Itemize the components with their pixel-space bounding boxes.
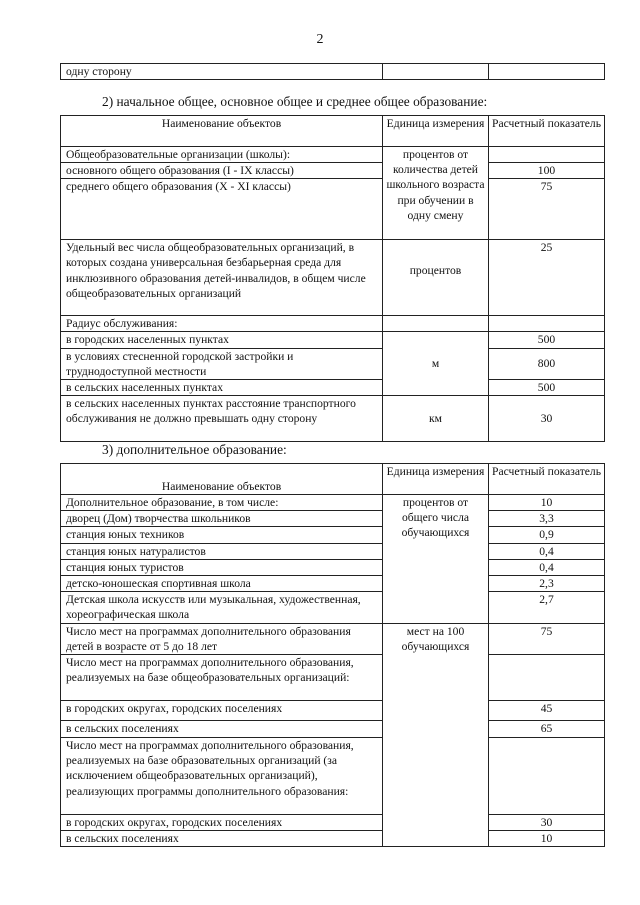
table-row: детско-юношеская спортивная школа	[61, 576, 383, 592]
row-radius: Радиус обслуживания:	[61, 316, 383, 332]
table-row: станция юных натуралистов	[61, 543, 383, 559]
value-cell: 75	[489, 623, 605, 654]
value-cell: 10	[489, 831, 605, 847]
header-name: Наименование объектов	[61, 464, 383, 495]
value-empty	[489, 147, 605, 163]
header-unit: Единица измерения	[383, 464, 489, 495]
header-value: Расчетный показатель	[489, 116, 605, 147]
header-unit: Единица измерения	[383, 116, 489, 147]
value-cell	[489, 738, 605, 815]
value-share: 25	[489, 240, 605, 316]
row-share: Удельный вес числа общеобразовательных организаций, в которых создана универсальная безбарьерная среда для инклюзивного образования детей-инвалидов, в общем числе общеобразовательных организаций	[61, 240, 383, 316]
value-urban: 500	[489, 332, 605, 348]
table-row: Дополнительное образование, в том числе:	[61, 495, 383, 511]
value-dense: 800	[489, 348, 605, 379]
row-transport: в сельских населенных пунктах расстояние транспортного обслуживания не должно превышать одну сторону	[61, 396, 383, 442]
header-name: Наименование объектов	[61, 116, 383, 147]
table-row: станция юных техников	[61, 527, 383, 543]
row-secondary: среднего общего образования (X - XI классы)	[61, 179, 383, 195]
unit-percent-children: процентов от количества детей школьного возраста при обучении в одну смену	[383, 147, 489, 240]
value-cell: 30	[489, 815, 605, 831]
value-transport: 30	[489, 396, 605, 442]
header-value: Расчетный показатель	[489, 464, 605, 495]
table-row: в сельских поселениях	[61, 831, 383, 847]
section2-table	[60, 115, 605, 442]
unit-percent: процентов	[383, 240, 489, 316]
value-cell: 0,4	[489, 543, 605, 559]
table-row: Число мест на программах дополнительного образования, реализуемых на базе образовательных организаций (за исключением общеобразовательных организаций), реализующих программы дополнительного образования:	[61, 738, 383, 815]
value-cell: 3,3	[489, 511, 605, 527]
unit-places: мест на 100 обучающихся	[383, 623, 489, 847]
table-row: в городских округах, городских поселениях	[61, 701, 383, 721]
value-spacer	[489, 195, 605, 240]
table-row: Детская школа искусств или музыкальная, художественная, хореографическая школа	[61, 592, 383, 623]
value-cell: 10	[489, 495, 605, 511]
section2-title: 2) начальное общее, основное общее и среднее общее образование:	[102, 94, 488, 109]
row-rural: в сельских населенных пунктах	[61, 379, 383, 395]
value-cell: 65	[489, 721, 605, 738]
carryover-table	[60, 63, 605, 80]
unit-km: км	[383, 396, 489, 442]
value-cell: 2,3	[489, 576, 605, 592]
value-rural: 500	[489, 379, 605, 395]
row-spacer	[61, 195, 383, 240]
unit-meters: м	[383, 332, 489, 396]
value-secondary: 75	[489, 179, 605, 195]
row-basic: основного общего образования (I - IX классы)	[61, 163, 383, 179]
row-schools: Общеобразовательные организации (школы):	[61, 147, 383, 163]
carryover-value	[489, 64, 605, 80]
page-number: 2	[316, 32, 324, 47]
section3-title: 3) дополнительное образование:	[102, 442, 287, 457]
value-cell: 0,9	[489, 527, 605, 543]
table-row: в городских округах, городских поселениях	[61, 815, 383, 831]
value-cell: 0,4	[489, 559, 605, 575]
value-cell	[489, 655, 605, 701]
carryover-text: одну сторону	[61, 64, 383, 80]
section3-table	[60, 463, 605, 847]
value-cell: 2,7	[489, 592, 605, 623]
unit-percent-students: процентов от общего числа обучающихся	[383, 495, 489, 624]
value-cell: 45	[489, 701, 605, 721]
table-row: Число мест на программах дополнительного образования детей в возрасте от 5 до 18 лет	[61, 623, 383, 654]
table-row: дворец (Дом) творчества школьников	[61, 511, 383, 527]
row-urban: в городских населенных пунктах	[61, 332, 383, 348]
unit-radius	[383, 316, 489, 332]
value-basic: 100	[489, 163, 605, 179]
table-row: Число мест на программах дополнительного образования, реализуемых на базе общеобразовательных организаций:	[61, 655, 383, 701]
carryover-unit	[383, 64, 489, 80]
row-dense: в условиях стесненной городской застройки и труднодоступной местности	[61, 348, 383, 379]
value-radius	[489, 316, 605, 332]
table-row: в сельских поселениях	[61, 721, 383, 738]
table-row: станция юных туристов	[61, 559, 383, 575]
